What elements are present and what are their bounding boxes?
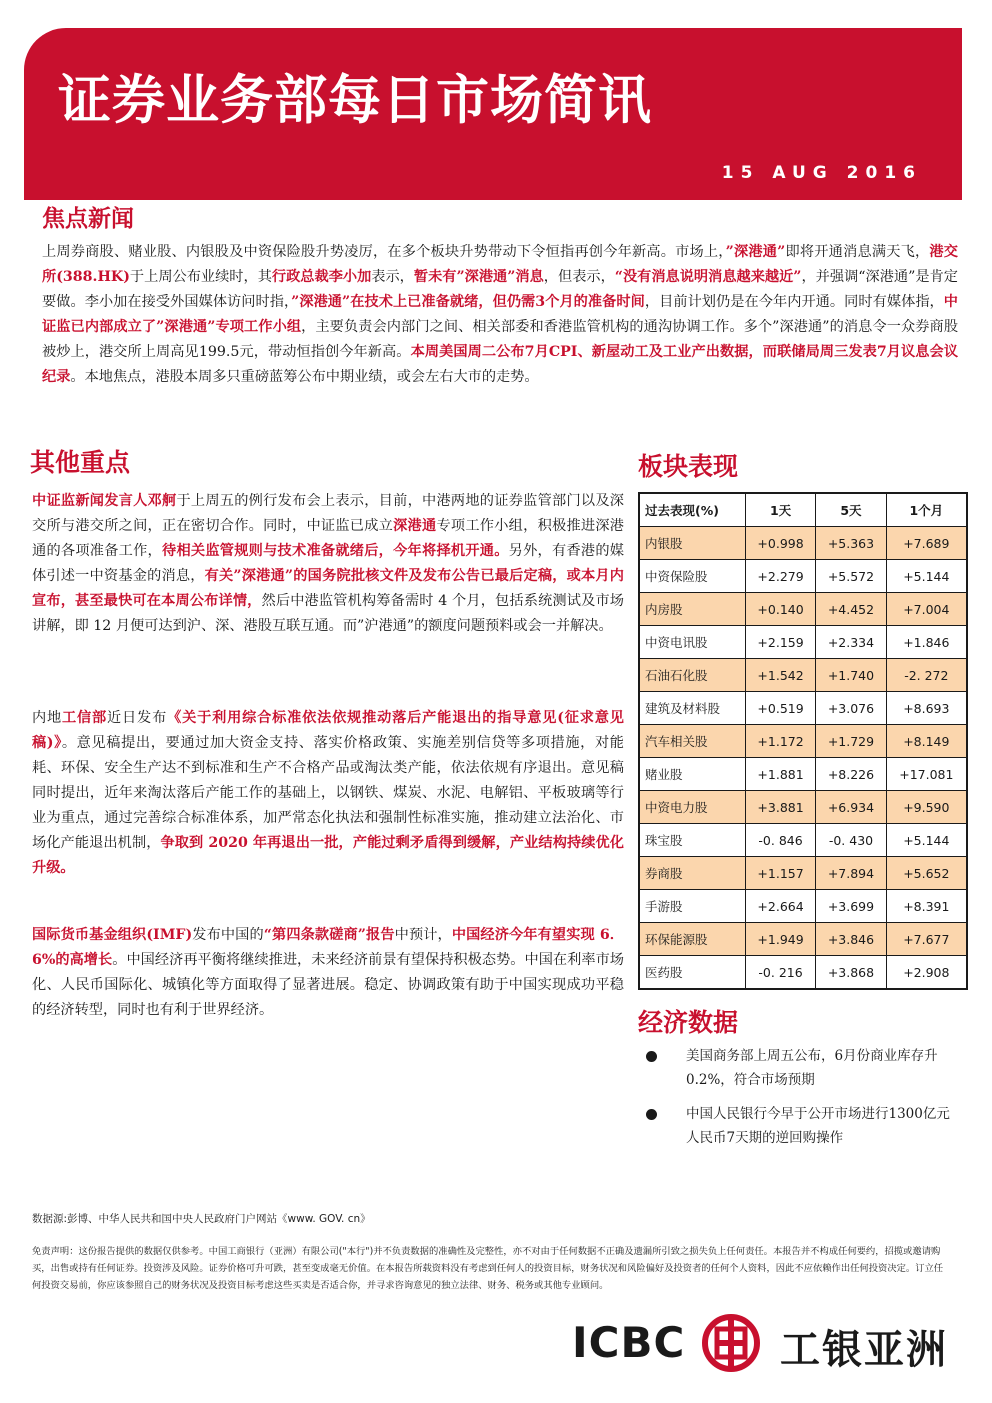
highlight-text: 中证监新闻发言人邓舸 xyxy=(32,493,177,509)
value-1d-cell: +2.159 xyxy=(745,626,815,659)
highlight-text: 国际货币基金组织(IMF) xyxy=(32,927,193,943)
value-1m-cell: +2.908 xyxy=(886,956,967,990)
body-text: 近日发布 xyxy=(107,710,168,726)
list-item xyxy=(640,1044,960,1092)
sector-name-cell: 汽车相关股 xyxy=(639,725,745,758)
others-paragraph-3 xyxy=(32,923,624,1023)
others-paragraph-1 xyxy=(32,489,624,639)
table-row xyxy=(639,758,967,791)
highlight-text: ”深港通”在技术上已准备就绪，但仍需3个月的准备时间 xyxy=(291,294,645,310)
economy-item-text: 美国商务部上周五公布，6月份商业库存升0.2%，符合市场预期 xyxy=(686,1048,938,1088)
value-1m-cell: +17.081 xyxy=(886,758,967,791)
value-1m-cell: +5.652 xyxy=(886,857,967,890)
column-header: 5天 xyxy=(816,493,886,527)
highlight-text: “第四条款磋商”报告 xyxy=(263,927,395,943)
bullet-icon xyxy=(646,1051,657,1062)
highlight-text: 争取到 2020 年再退出一批，产能过剩矛盾得到缓解，产业结构持续优化升级。 xyxy=(32,835,624,876)
table-row xyxy=(639,923,967,956)
value-1d-cell: +0.140 xyxy=(745,593,815,626)
highlight-text: 工信部 xyxy=(62,710,108,726)
value-5d-cell: +1.729 xyxy=(816,725,886,758)
table-row xyxy=(639,824,967,857)
sector-name-cell: 赌业股 xyxy=(639,758,745,791)
focus-news-paragraph xyxy=(42,240,958,390)
highlight-text: “没有消息说明消息越来越近” xyxy=(614,269,802,285)
table-row xyxy=(639,857,967,890)
highlight-text: 待相关监管规则与技术准备就绪后，今年将择机开通。 xyxy=(162,543,509,559)
body-text: 专项工作小组，积极推进深港通的各项准备工作， xyxy=(32,518,624,559)
economy-heading: 经济数据 xyxy=(638,1008,739,1037)
logo-chinese-name: 工银亚洲 xyxy=(780,1327,948,1373)
value-1m-cell: +1.846 xyxy=(886,626,967,659)
sector-name-cell: 环保能源股 xyxy=(639,923,745,956)
value-1d-cell: +0.519 xyxy=(745,692,815,725)
value-1d-cell: +1.542 xyxy=(745,659,815,692)
value-1m-cell: +8.391 xyxy=(886,890,967,923)
value-1d-cell: +1.172 xyxy=(745,725,815,758)
sector-performance-table xyxy=(638,492,968,990)
highlight-text: 行政总裁李小加 xyxy=(271,269,372,285)
body-text: 内地 xyxy=(32,710,63,726)
body-text: 然后中港监管机构筹备需时 4 个月，包括系统测试及市场讲解，即 12 月便可达到沪、深、港股互联互通。而”沪港通”的额度问题预料或会一并解决。 xyxy=(32,593,624,634)
table-row xyxy=(639,956,967,990)
value-5d-cell: -0. 430 xyxy=(816,824,886,857)
header-banner xyxy=(24,28,962,200)
table-header-row xyxy=(639,493,967,527)
value-5d-cell: +7.894 xyxy=(816,857,886,890)
table-row xyxy=(639,791,967,824)
value-5d-cell: +4.452 xyxy=(816,593,886,626)
report-date: 15 AUG 2016 xyxy=(721,163,922,183)
icbc-logo xyxy=(572,1312,962,1374)
icbc-emblem-icon xyxy=(700,1312,762,1374)
value-1d-cell: +1.949 xyxy=(745,923,815,956)
value-1m-cell: -2. 272 xyxy=(886,659,967,692)
sector-name-cell: 券商股 xyxy=(639,857,745,890)
value-1m-cell: +8.149 xyxy=(886,725,967,758)
column-header: 1天 xyxy=(745,493,815,527)
page-title: 证券业务部每日市场简讯 xyxy=(58,70,652,131)
sector-heading: 板块表现 xyxy=(638,452,739,481)
body-text: 另外，有香港的媒体引述一中资基金的消息， xyxy=(32,543,624,584)
others-paragraph-2 xyxy=(32,706,624,881)
sector-name-cell: 石油石化股 xyxy=(639,659,745,692)
highlight-text: 有关”深港通”的国务院批核文件及发布公告已最后定稿，或本月内宣布，甚至最快可在本周公布详情， xyxy=(32,568,624,609)
sector-name-cell: 中资保险股 xyxy=(639,560,745,593)
sector-name-cell: 中资电力股 xyxy=(639,791,745,824)
value-1m-cell: +9.590 xyxy=(886,791,967,824)
value-5d-cell: +6.934 xyxy=(816,791,886,824)
value-5d-cell: +3.699 xyxy=(816,890,886,923)
value-1d-cell: +0.998 xyxy=(745,527,815,560)
body-text: 于上周五的例行发布会上表示，目前，中港两地的证券监管部门以及深交所与港交所之间，正在密切合作。同时，中证监已成立 xyxy=(32,493,624,534)
logo-wordmark: ICBC xyxy=(572,1318,686,1367)
highlight-text: 本周美国周二公布7月CPI、新屋动工及工业产出数据，而联储局周三发表7月议息会议纪录 xyxy=(42,344,959,385)
value-5d-cell: +1.740 xyxy=(816,659,886,692)
body-text: 上周券商股、赌业股、内银股及中资保险股升势凌厉，在多个板块升势带动下令恒指再创今年新高。市场上， xyxy=(42,244,726,260)
body-text: 于上周公布业续时，其 xyxy=(129,269,272,285)
sector-name-cell: 中资电讯股 xyxy=(639,626,745,659)
value-1d-cell: +1.157 xyxy=(745,857,815,890)
value-5d-cell: +5.572 xyxy=(816,560,886,593)
focus-heading: 焦点新闻 xyxy=(42,206,134,232)
table-row xyxy=(639,527,967,560)
column-header: 1个月 xyxy=(886,493,967,527)
body-text: 。意见稿提出，要通过加大资金支持、落实价格政策、实施差别信贷等多项措施，对能耗、环保、安全生产达不到标准和生产不合格产品或淘汰类产能，依法依规有序退出。意见稿同时提出，近年来淘汰落后产能工作的基础上，以钢铁、煤炭、水泥、电解铝、平板玻璃等行业为重点，通过完善综合标准体系，加严常态化执法和强制性标准实施，推动建立法治化、市场化产能退出机制， xyxy=(32,735,624,851)
highlight-text: 港交所(388.HK) xyxy=(42,244,958,285)
body-text: 。中国经济再平衡将继续推进，未来经济前景有望保持积极态势。中国在利率市场化、人民币国际化、城镇化等方面取得了显著进展。稳定、协调政策有助于中国实现成功平稳的经济转型，同时也有利于世界经济。 xyxy=(32,952,624,1018)
value-1m-cell: +7.677 xyxy=(886,923,967,956)
list-item xyxy=(640,1102,960,1150)
economy-item-text: 中国人民银行今早于公开市场进行1300亿元人民币7天期的逆回购操作 xyxy=(686,1106,950,1146)
table-row xyxy=(639,725,967,758)
bullet-icon xyxy=(646,1109,657,1120)
value-1m-cell: +8.693 xyxy=(886,692,967,725)
body-text: 即将开通消息满天飞， xyxy=(785,244,930,260)
table-row xyxy=(639,560,967,593)
highlight-text: 《关于利用综合标准依法依规推动落后产能退出的指导意见(征求意见稿)》 xyxy=(32,710,624,751)
sector-name-cell: 手游股 xyxy=(639,890,745,923)
value-1m-cell: +5.144 xyxy=(886,560,967,593)
value-5d-cell: +3.868 xyxy=(816,956,886,990)
sector-name-cell: 内房股 xyxy=(639,593,745,626)
value-5d-cell: +2.334 xyxy=(816,626,886,659)
body-text: ，并强调“深港通”是肯定要做。李小加在接受外国媒体访问时指， xyxy=(42,269,958,310)
body-text: 。本地焦点，港股本周多只重磅蓝筹公布中期业绩，或会左右大市的走势。 xyxy=(70,369,539,385)
highlight-text: 中国经济今年有望实现 6．6%的高增长 xyxy=(32,927,624,968)
others-heading: 其他重点 xyxy=(30,448,131,477)
body-text: 发布中国的 xyxy=(192,927,264,943)
body-text: ，目前计划仍是在今年内开通。同时有媒体指， xyxy=(644,294,944,310)
highlight-text: ”深港通” xyxy=(725,244,786,260)
body-text: 中预计， xyxy=(394,927,452,943)
body-text: ，主要负责会内部门之间、相关部委和香港监管机构的通沟协调工作。多个”深港通”的消息令一众券商股被炒上，港交所上周高见199.5元，带动恒指创今年新高。 xyxy=(42,319,959,360)
value-5d-cell: +3.076 xyxy=(816,692,886,725)
value-5d-cell: +3.846 xyxy=(816,923,886,956)
value-1d-cell: +2.279 xyxy=(745,560,815,593)
highlight-text: 暂未有”深港通”消息 xyxy=(413,269,544,285)
value-1d-cell: +1.881 xyxy=(745,758,815,791)
table-row xyxy=(639,890,967,923)
sector-name-cell: 珠宝股 xyxy=(639,824,745,857)
column-header: 过去表现(%) xyxy=(639,493,745,527)
table-row xyxy=(639,659,967,692)
disclaimer-text: 免责声明：这份报告提供的数据仅供参考。中国工商银行（亚洲）有限公司("本行")并不负责数据的准确性及完整性，亦不对由于任何数据不正确及遗漏所引致之损失负上任何责任。本报告并不构成任何要约，招揽或邀请购买，出售或持有任何证券。投资涉及风险。证券价格可升可跌，甚至变成毫无价值。在本报告所载资料没有考虑到任何人的投资目标，财务状况和风险偏好及投资者的任何个人资料，因此不应依赖作出任何投资决定。订立任何投资交易前，你应该参照自己的财务状况及投资目标考虑这些买卖是否适合你，并寻求咨询意见的独立法律、财务、税务或其他专业顾问。 xyxy=(32,1246,944,1291)
body-text: 表示， xyxy=(371,269,414,285)
table-row xyxy=(639,626,967,659)
value-1m-cell: +5.144 xyxy=(886,824,967,857)
data-source-note: 数据源:彭博、中华人民共和国中央人民政府门户网站《www. GOV. cn》 xyxy=(32,1213,371,1225)
highlight-text: 深港通 xyxy=(393,518,437,534)
value-1m-cell: +7.004 xyxy=(886,593,967,626)
value-1d-cell: +3.881 xyxy=(745,791,815,824)
value-1d-cell: -0. 216 xyxy=(745,956,815,990)
table-row xyxy=(639,593,967,626)
sector-name-cell: 内银股 xyxy=(639,527,745,560)
value-1d-cell: +2.664 xyxy=(745,890,815,923)
value-1m-cell: +7.689 xyxy=(886,527,967,560)
sector-name-cell: 建筑及材料股 xyxy=(639,692,745,725)
value-1d-cell: -0. 846 xyxy=(745,824,815,857)
value-5d-cell: +5.363 xyxy=(816,527,886,560)
economy-list xyxy=(640,1044,960,1160)
table-row xyxy=(639,692,967,725)
highlight-text: 中证监已内部成立了”深港通”专项工作小组 xyxy=(42,294,958,335)
body-text: ，但表示， xyxy=(543,269,615,285)
sector-name-cell: 医药股 xyxy=(639,956,745,990)
value-5d-cell: +8.226 xyxy=(816,758,886,791)
